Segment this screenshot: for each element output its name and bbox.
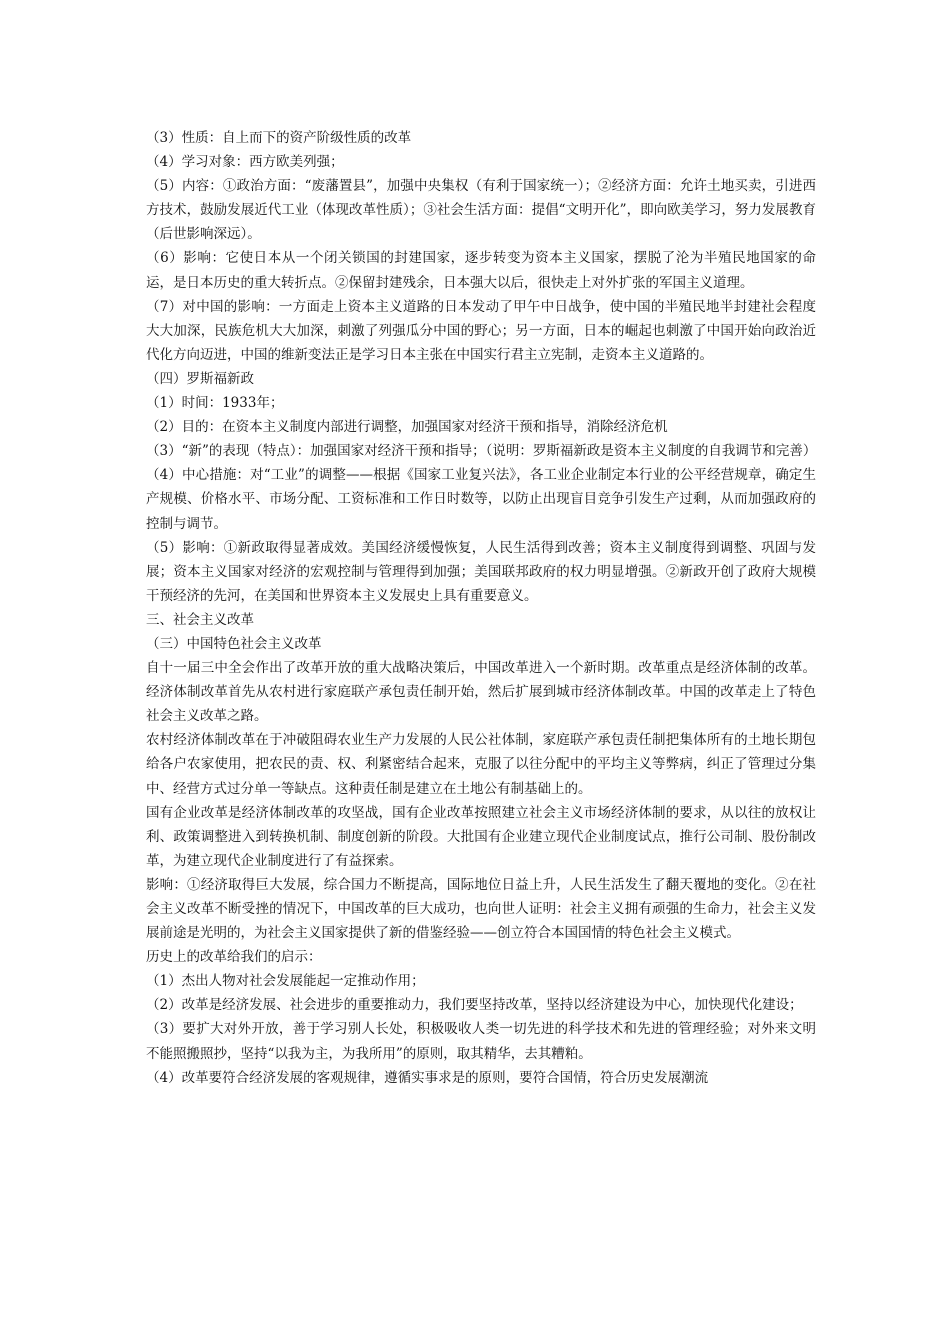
paragraph: （5）内容：①政治方面：“废藩置县”，加强中央集权（有利于国家统一）；②经济方面：允许土地买卖，引进西方技术，鼓励发展近代工业（体现改革性质）；③社会生活方面：提倡“文明开化”，即向欧美学习，努力发展教育（后世影响深远）。	[146, 178, 816, 243]
paragraph: （4）中心措施：对“工业”的调整——根据《国家工业复兴法》，各工业企业制定本行业的公平经营规章，确定生产规模、价格水平、市场分配、工资标准和工作日时数等，以防止出现盲目竞争引发生产过剩，从而加强政府的控制与调节。	[146, 467, 816, 532]
paragraph: （2）改革是经济发展、社会进步的重要推动力，我们要坚持改革，坚持以经济建设为中心，加快现代化建设；	[146, 997, 803, 1014]
paragraph: 影响：①经济取得巨大发展，综合国力不断提高，国际地位日益上升，人民生活发生了翻天覆地的变化。②在社会主义改革不断受挫的情况下，中国改革的巨大成功，也向世人证明：社会主义拥有顽强的生命力，社会主义发展前途是光明的，为社会主义国家提供了新的借鉴经验——创立符合本国国情的特色社会主义模式。	[146, 876, 816, 942]
section-heading: 三、社会主义改革	[146, 611, 254, 628]
paragraph: （1）时间：1933年；	[146, 395, 284, 412]
section-heading: （四）罗斯福新政	[146, 370, 254, 387]
paragraph: （5）影响：①新政取得显著成效。美国经济缓慢恢复，人民生活得到改善；资本主义制度得到调整、巩固与发展；资本主义国家对经济的宏观控制与管理得到加强；美国联邦政府的权力明显增强。②新政开创了政府大规模干预经济的先河，在美国和世界资本主义发展史上具有重要意义。	[146, 539, 816, 604]
paragraph: 国有企业改革是经济体制改革的攻坚战，国有企业改革按照建立社会主义市场经济体制的要求，从以往的放权让利、政策调整进入到转换机制、制度创新的阶段。大批国有企业建立现代企业制度试点，推行公司制、股份制改革，为建立现代企业制度进行了有益探索。	[146, 804, 816, 869]
paragraph: （3）要扩大对外开放，善于学习别人长处，积极吸收人类一切先进的科学技术和先进的管理经验；对外来文明不能照搬照抄，坚持“以我为主，为我所用”的原则，取其精华，去其糟粕。	[146, 1021, 816, 1062]
paragraph: （1）杰出人物对社会发展能起一定推动作用；	[146, 973, 425, 990]
paragraph: 农村经济体制改革在于冲破阻碍农业生产力发展的人民公社体制，家庭联产承包责任制把集体所有的土地长期包给各户农家使用，把农民的责、权、利紧密结合起来，克服了以往分配中的平均主义等弊病，纠正了管理过分集中、经营方式过分单一等缺点。这种责任制是建立在土地公有制基础上的。	[146, 732, 816, 797]
paragraph: （6）影响：它使日本从一个闭关锁国的封建国家，逐步转变为资本主义国家，摆脱了沦为半殖民地国家的命运，是日本历史的重大转折点。②保留封建残余，日本强大以后，很快走上对外扩张的军国主义道理。	[146, 250, 816, 291]
paragraph: （3）性质：自上而下的资产阶级性质的改革	[146, 130, 412, 146]
paragraph: （4）学习对象：西方欧美列强；	[146, 154, 344, 171]
section-heading: 历史上的改革给我们的启示：	[146, 949, 322, 966]
paragraph: （7）对中国的影响：一方面走上资本主义道路的日本发动了甲午中日战争，使中国的半殖民地半封建社会程度大大加深，民族危机大大加深，刺激了列强瓜分中国的野心；另一方面，日本的崛起也刺激了中国开始向政治近代化方向迈进，中国的维新变法正是学习日本主张在中国实行君主立宪制，走资本主义道路的。	[146, 298, 816, 363]
paragraph: 自十一届三中全会作出了改革开放的重大战略决策后，中国改革进入一个新时期。改革重点是经济体制的改革。经济体制改革首先从农村进行家庭联产承包责任制开始，然后扩展到城市经济体制改革。中国的改革走上了特色社会主义改革之路。	[146, 660, 816, 725]
paragraph: （2）目的：在资本主义制度内部进行调整，加强国家对经济干预和指导，消除经济危机	[146, 419, 668, 436]
paragraph: （4）改革要符合经济发展的客观规律，遵循实事求是的原则，要符合国情，符合历史发展潮流	[146, 1069, 709, 1086]
section-heading: （三）中国特色社会主义改革	[146, 635, 322, 652]
document-page	[146, 126, 816, 1090]
paragraph: （3）“新”的表现（特点）：加强国家对经济干预和指导；（说明：罗斯福新政是资本主义制度的自我调节和完善）	[146, 443, 817, 460]
